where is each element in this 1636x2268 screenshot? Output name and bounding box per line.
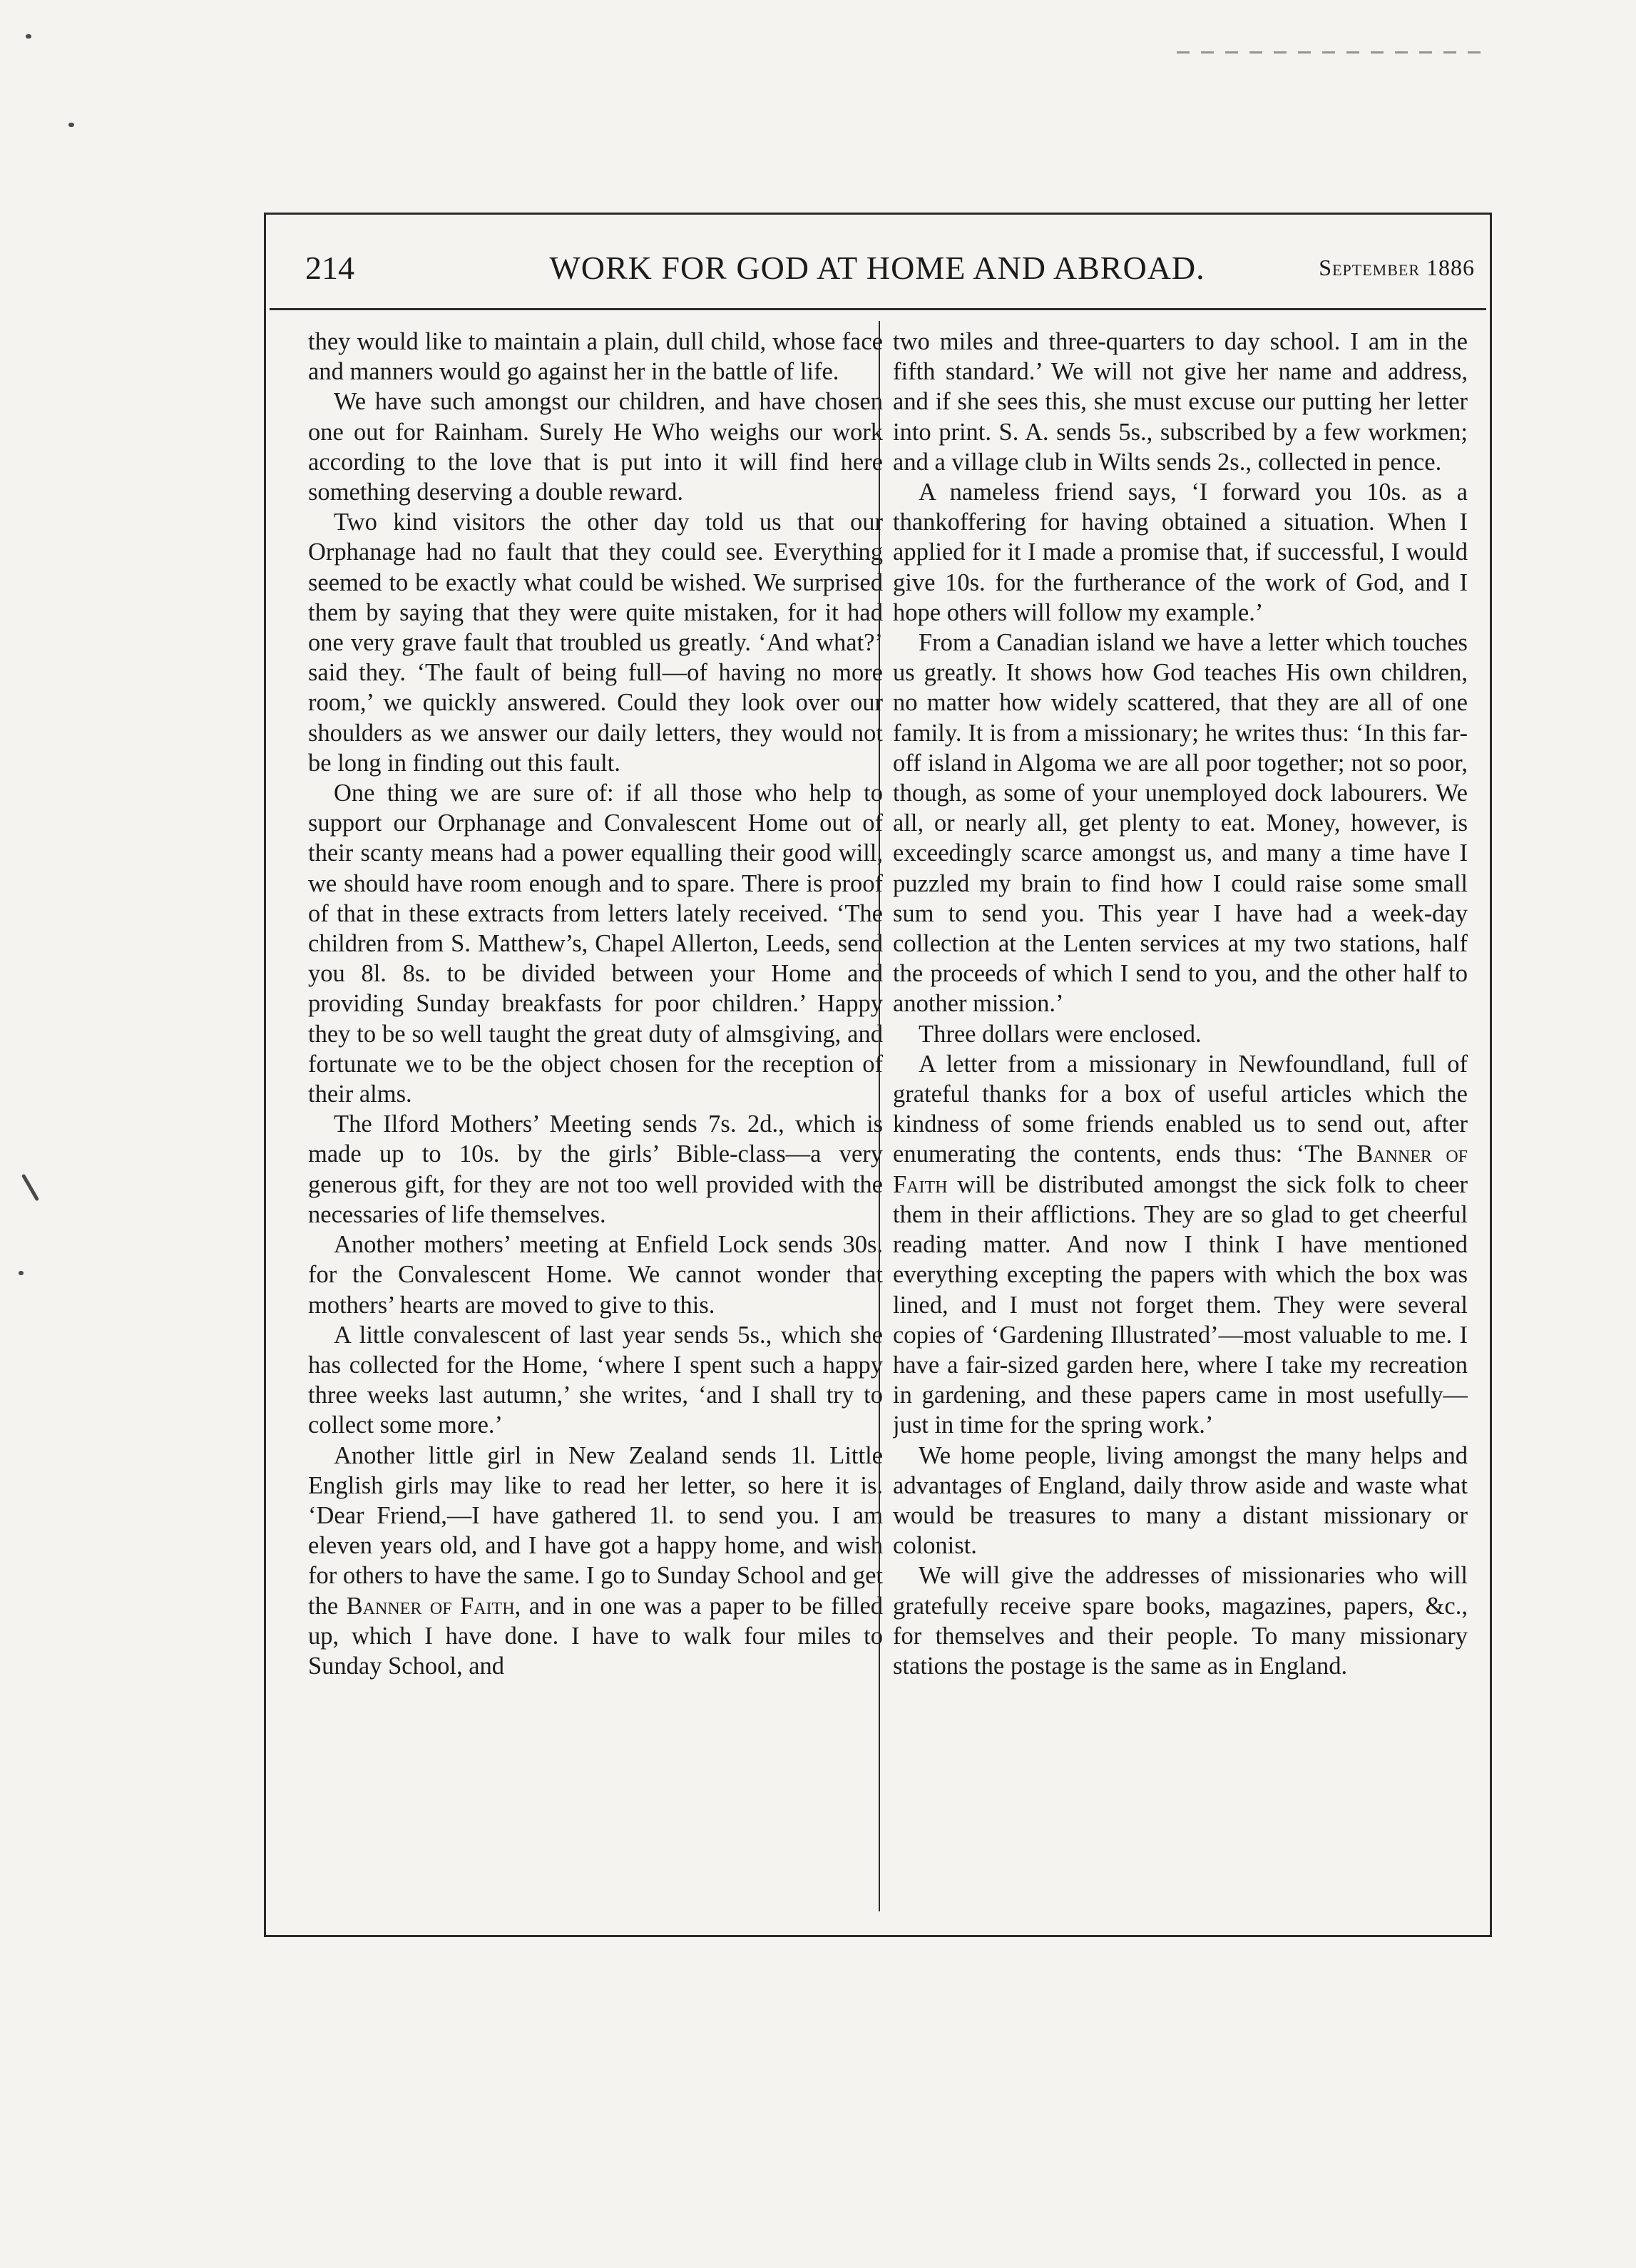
scan-speck (19, 1271, 24, 1275)
scan-speck (26, 34, 31, 39)
paragraph: One thing we are sure of: if all those who help to support our Orphanage and Convalescent Home out of their scanty means had a power equalling their good will, we should have room enough and to spare. There is proof of that in these extracts from letters lately received. ‘The children from S. Matthew’s, Chapel Allerton, Leeds, send you 8l. 8s. to be divided between your Home and providing Sunday breakfasts for poor children.’ Happy they to be so well taught the great duty of almsgiving, and fortunate we to be the object chosen for the reception of their alms. (308, 780, 883, 1108)
header-rule (270, 308, 1486, 310)
paragraph-text: , and in one was a paper to be filled up, which I have done. I have to walk four miles to Sunday School, and (308, 1592, 883, 1680)
scan-speck (68, 123, 74, 127)
running-title: WORK FOR GOD AT HOME AND ABROAD. (549, 250, 1205, 286)
banner-of-faith-title: Banner of Faith (893, 1140, 1468, 1198)
paragraph: they would like to maintain a plain, dull child, whose face and manners would go against her in the battle of life. (308, 328, 883, 386)
paragraph-text: will be distributed amongst the sick folk to cheer them in their afflictions. They are so glad to get cheerful reading matter. And now I think I have mentioned everything excepting the papers with which the box was lined, and I must not forget them. They were several copies of ‘Gardening Illustrated’—most valuable to me. I have a fair-sized garden here, where I take my recreation in gardening, and these papers came in most usefully—just in time for the spring work.’ (893, 1170, 1468, 1439)
paragraph: Another mothers’ meeting at Enfield Lock sends 30s. for the Convalescent Home. We cannot wonder that mothers’ hearts are moved to give to this. (308, 1231, 883, 1319)
paragraph: A little convalescent of last year sends 5s., which she has collected for the Home, ‘where I spent such a happy three weeks last autumn,’ she writes, ‘and I shall try to collect some more.’ (308, 1321, 883, 1439)
paragraph: two miles and three-quarters to day school. I am in the fifth standard.’ We will not give her name and address, and if she sees this, she must excuse our putting her letter into print. S. A. sends 5s., subscribed by a few workmen; and a village club in Wilts sends 2s., collected in pence. (893, 328, 1468, 476)
paragraph-text: Another little girl in New Zealand sends 1l. Little English girls may like to read her letter, so here it is. ‘Dear Friend,—I have gathered 1l. to send you. I am eleven years old, and I have got a happy home, and wish for others to have the same. I go to Sunday School and get the (308, 1441, 883, 1620)
banner-of-faith-title: Banner of Faith (346, 1592, 515, 1620)
scan-dashes (1177, 51, 1483, 53)
paragraph (308, 1441, 883, 1682)
page-number: 214 (305, 250, 354, 286)
paragraph: From a Canadian island we have a letter which touches us greatly. It shows how God teaches His own children, no matter how widely scattered, that they are all of one family. It is from a missionary; he writes thus: ‘In this far-off island in Algoma we are all poor together; not so poor, though, as some of your unemployed dock labourers. We all, or nearly all, get plenty to eat. Money, however, is exceedingly scarce amongst us, and many a time have I puzzled my brain to find how I could raise some small sum to send you. This year I have had a week-day collection at the Lenten services at my two stations, half the proceeds of which I send to you, and the other half to another mission.’ (893, 629, 1468, 1018)
paragraph: The Ilford Mothers’ Meeting sends 7s. 2d., which is made up to 10s. by the girls’ Bible-class—a very generous gift, for they are not too well provided with the necessaries of life themselves. (308, 1110, 883, 1228)
paragraph: We home people, living amongst the many helps and advantages of England, daily throw aside and waste what would be treasures to many a distant missionary or colonist. (893, 1441, 1468, 1560)
paragraph: We have such amongst our children, and have chosen one out for Rainham. Surely He Who weighs our work according to the love that is put into it will find here something deserving a double reward. (308, 388, 883, 506)
paragraph: Two kind visitors the other day told us that our Orphanage had no fault that they could see. Everything seemed to be exactly what could be wished. We surprised them by saying that they were quite mistaken, for it had one very grave fault that troubled us greatly. ‘And what?’ said they. ‘The fault of being full—of having no more room,’ we quickly answered. Could they look over our shoulders as we answer our daily letters, they would not be long in finding out this fault. (308, 509, 883, 777)
issue-date: September 1886 (1319, 255, 1475, 280)
right-column (893, 327, 1468, 1903)
paragraph: A nameless friend says, ‘I forward you 10s. as a thankoffering for having obtained a situation. When I applied for it I made a promise that, if successful, I would give 10s. for the furtherance of the work of God, and I hope others will follow my example.’ (893, 479, 1468, 626)
paragraph (893, 1049, 1468, 1441)
paragraph: Three dollars were enclosed. (919, 1020, 1202, 1048)
scan-speck (21, 1174, 39, 1202)
paragraph: We will give the addresses of missionaries who will gratefully receive spare books, magazines, papers, &c., for themselves and their people. To many missionary stations the postage is the same as in England. (893, 1562, 1468, 1680)
left-column (308, 327, 883, 1903)
running-header (271, 246, 1483, 303)
paragraph-text: A letter from a missionary in Newfoundland, full of grateful thanks for a box of useful articles which the kindness of some friends enabled us to send out, after enumerating the contents, ends thus: ‘The (893, 1050, 1468, 1168)
column-rule (879, 321, 880, 1911)
